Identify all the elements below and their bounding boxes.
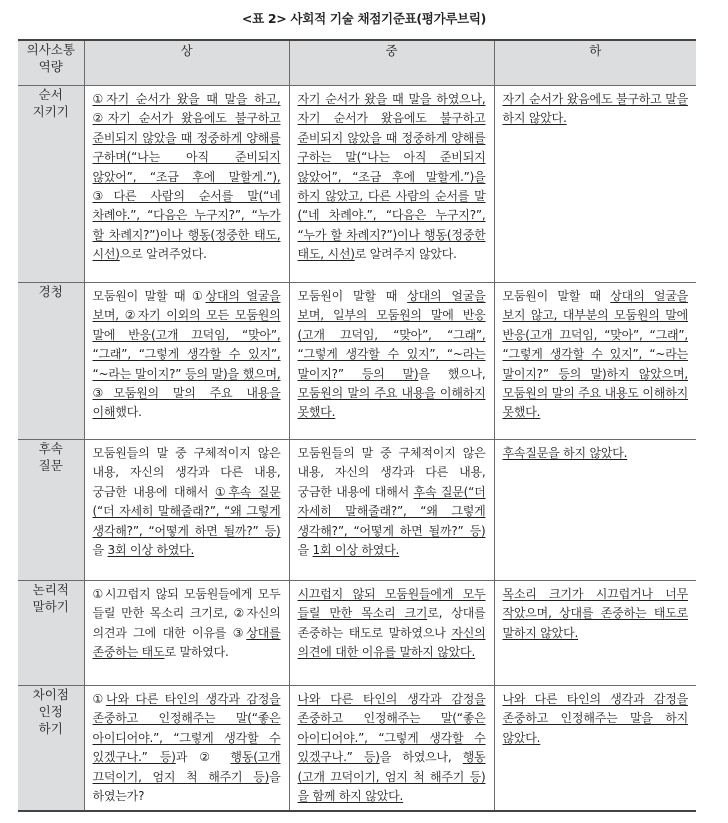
high-level-cell [84,581,289,686]
criterion-text: ① [92,692,107,706]
underlined-criterion-text: 자기 순서가 왔음에도 불구하고 말을 하지 않았다. [502,92,688,126]
criterion-text: 로, 상대를 존중하는 태도로 말하였으나 [297,606,486,640]
category-cell [18,283,84,440]
table-row [18,581,696,686]
category-label: 순서 [38,87,63,102]
table-row [18,86,696,283]
underlined-criterion-text: 후속질문을 하지 않았다. [502,446,628,460]
underlined-criterion-text: 행동(고개 끄덕이기, 엄지 척 해주기 등) [92,750,281,784]
criterion-text: 을 하였으나, [379,750,463,765]
underlined-criterion-text: 모둠원의 말의 주요 내용을 이해하지 못했다. [297,386,486,420]
underlined-criterion-text: 상대의 얼굴을 보며, 일부의 모둠원의 말에 반응(고개 끄덕임, “맞아”, “그래”, “그렇게 생각할 수 있지”, “~라는 말이지?” 등의 말) [297,289,486,381]
underlined-criterion-text: 시끄럽지 않되 모둠원들에게 모두 들릴 만한 목소리 크기 [297,587,486,621]
category-label: 차이점 [32,687,69,702]
header-competency-line2: 역량 [38,59,63,74]
mid-level-cell [289,581,494,686]
category-label: 말하기 [32,599,69,614]
mid-level-cell [289,440,494,581]
underlined-criterion-text: 후속 질문(“더 자세히 말해줄래?”, “왜 그렇게 생각해?”, “어떻게 하면 될까?” 등) [297,484,486,538]
underlined-criterion-text: 상대를 존중하는 태도 [92,625,281,660]
criterion-text: 을 [92,543,108,558]
low-level-cell [494,86,696,283]
underlined-criterion-text: 자신의 의견에 대한 이유를 말하지 않았다. [297,625,486,660]
criterion-text: 을 했으나, [418,366,486,381]
criterion-text: 로 말하였다. [164,645,229,660]
underlined-criterion-text: 1회 이상 하였다. [312,543,400,558]
criterion-text: 을 하였는가? [92,769,281,804]
low-level-cell [494,283,696,440]
table-row [18,686,696,812]
mid-level-cell [289,686,494,812]
category-label: 논리적 [32,582,69,597]
category-label: 지키기 [32,104,69,119]
high-level-cell [84,86,289,283]
criterion-text: ①시끄럽지 않되 모둠원들에게 모두 들릴 만한 목소리 크기로, ②자신의 의견과 그에 대한 이유를 ③ [92,587,281,640]
criterion-text: 모둠원들의 말 중 구체적이지 않은 내용, 자신의 생각과 다른 내용, 궁금한 내용에 대해서 [297,446,486,499]
category-label: 하기 [38,721,63,736]
header-mid: 중 [289,40,494,86]
underlined-criterion-text: 목소리 크기가 시끄럽거나 너무 작았으며, 상대를 존중하는 태도로 말하지 않았다. [502,587,688,640]
header-row [18,40,696,86]
criterion-text: 모둠원들의 말 중 구체적이지 않은 내용, 자신의 생각과 다른 내용, 궁금한 내용에 대해서 [92,446,281,499]
low-level-cell [494,440,696,581]
header-high: 상 [84,40,289,86]
underlined-criterion-text: 3회 이상 하였다. [107,543,195,558]
underlined-criterion-text: 상대의 얼굴을 보지 않고, 대부분의 모둠원의 말에 반응(고개 끄덕임, “맞아”, “그래”, “그렇게 생각할 수 있지”, “~라는 말이지?” 등의 말)하지 않았으며, 모둠원의 말의 주요 내용도 이해하지 못했다. [502,289,688,420]
criterion-text: 모둠원이 말할 때 [502,289,611,303]
category-label: 후속 [38,441,63,456]
category-cell [18,686,84,812]
high-level-cell [84,440,289,581]
table-caption: <표 2> 사회적 기술 채점기준표(평가루브릭) [241,11,487,26]
criterion-text: 을 [297,543,313,558]
underlined-criterion-text: ①자기 순서가 왔을 때 말을 하고, ②자기 순서가 왔음에도 불구하고 준비되지 않았을 때 정중하게 양해를 구하며(“나는 아직 준비되지 않았어”, “조금 후에 말할게.”), ③다른 사람의 순서를 말(“네 차례야.”, “다음은 누구지?”, “누가 할 차례지?”)이나 행동(정중한 태도, 시선) [92,92,281,262]
category-label: 질문 [38,458,63,473]
underlined-criterion-text: 자기 순서가 왔을 때 말을 하였으나, 자기 순서가 왔음에도 불구하고 준비되지 않았을 때 정중하게 양해를 구하는 말(“나는 아직 준비되지 않았어”, “조금 후에 말할게.”)을 하지 않았고, 다른 사람의 순서를 말(“네 차례야.”, “다음은 누구지?”, “누가 할 차례지?”)이나 행동(정중한 태도, 시선) [297,92,486,262]
criterion-text: 했다. [115,405,142,420]
criterion-text: 으로 알려주었다. [119,247,207,262]
high-level-cell [84,686,289,812]
rubric-table [18,39,696,812]
criterion-text: 로 알려주지 않았다. [354,247,457,262]
mid-level-cell [289,86,494,283]
criterion-text: 과 ② [175,750,231,765]
underlined-criterion-text: 나와 다른 타인의 생각과 감정을 존중하고 인정해주는 말(“좋은 아이디어야.”, “그렇게 생각할 수 있겠구나.” 등) [297,692,486,765]
header-competency-line1: 의사소통 [26,42,75,57]
category-cell [18,581,84,686]
category-label: 경청 [38,284,63,299]
table-row [18,440,696,581]
low-level-cell [494,581,696,686]
mid-level-cell [289,283,494,440]
criterion-text: 모둠원이 말할 때 [297,289,408,303]
high-level-cell [84,283,289,440]
criterion-text: 모둠원이 말할 때 ① [92,289,206,303]
low-level-cell [494,686,696,812]
header-low: 하 [494,40,696,86]
category-cell [18,86,84,283]
underlined-criterion-text: 나와 다른 타인의 생각과 감정을 존중하고 인정해주는 말(“좋은 아이디어야.”, “그렇게 생각할 수 있겠구나.” 등) [92,692,281,765]
underlined-criterion-text: 나와 다른 타인의 생각과 감정을 존중하고 인정해주는 말을 하지 않았다. [502,692,688,745]
underlined-criterion-text: ①후속 질문(“더 자세히 말해줄래?”, “왜 그렇게 생각해?”, “어떻게 하면 될까?” 등) [92,484,281,538]
category-cell [18,440,84,581]
header-competency [18,40,84,86]
underlined-criterion-text: 행동(고개 끄덕이기, 엄지 척 해주기 등)을 함께 하지 않았다. [297,750,486,804]
table-row [18,283,696,440]
underlined-criterion-text: 상대의 얼굴을 보며, ②자기 이외의 모든 모둠원의 말에 반응(고개 끄덕임, “맞아”, “그래”, “그렇게 생각할 수 있지”, “~라는 말이지?” 등의 말)을 했으며, ③모둠원의 말의 주요 내용을 이해 [92,289,281,420]
category-label: 인정 [38,704,63,719]
